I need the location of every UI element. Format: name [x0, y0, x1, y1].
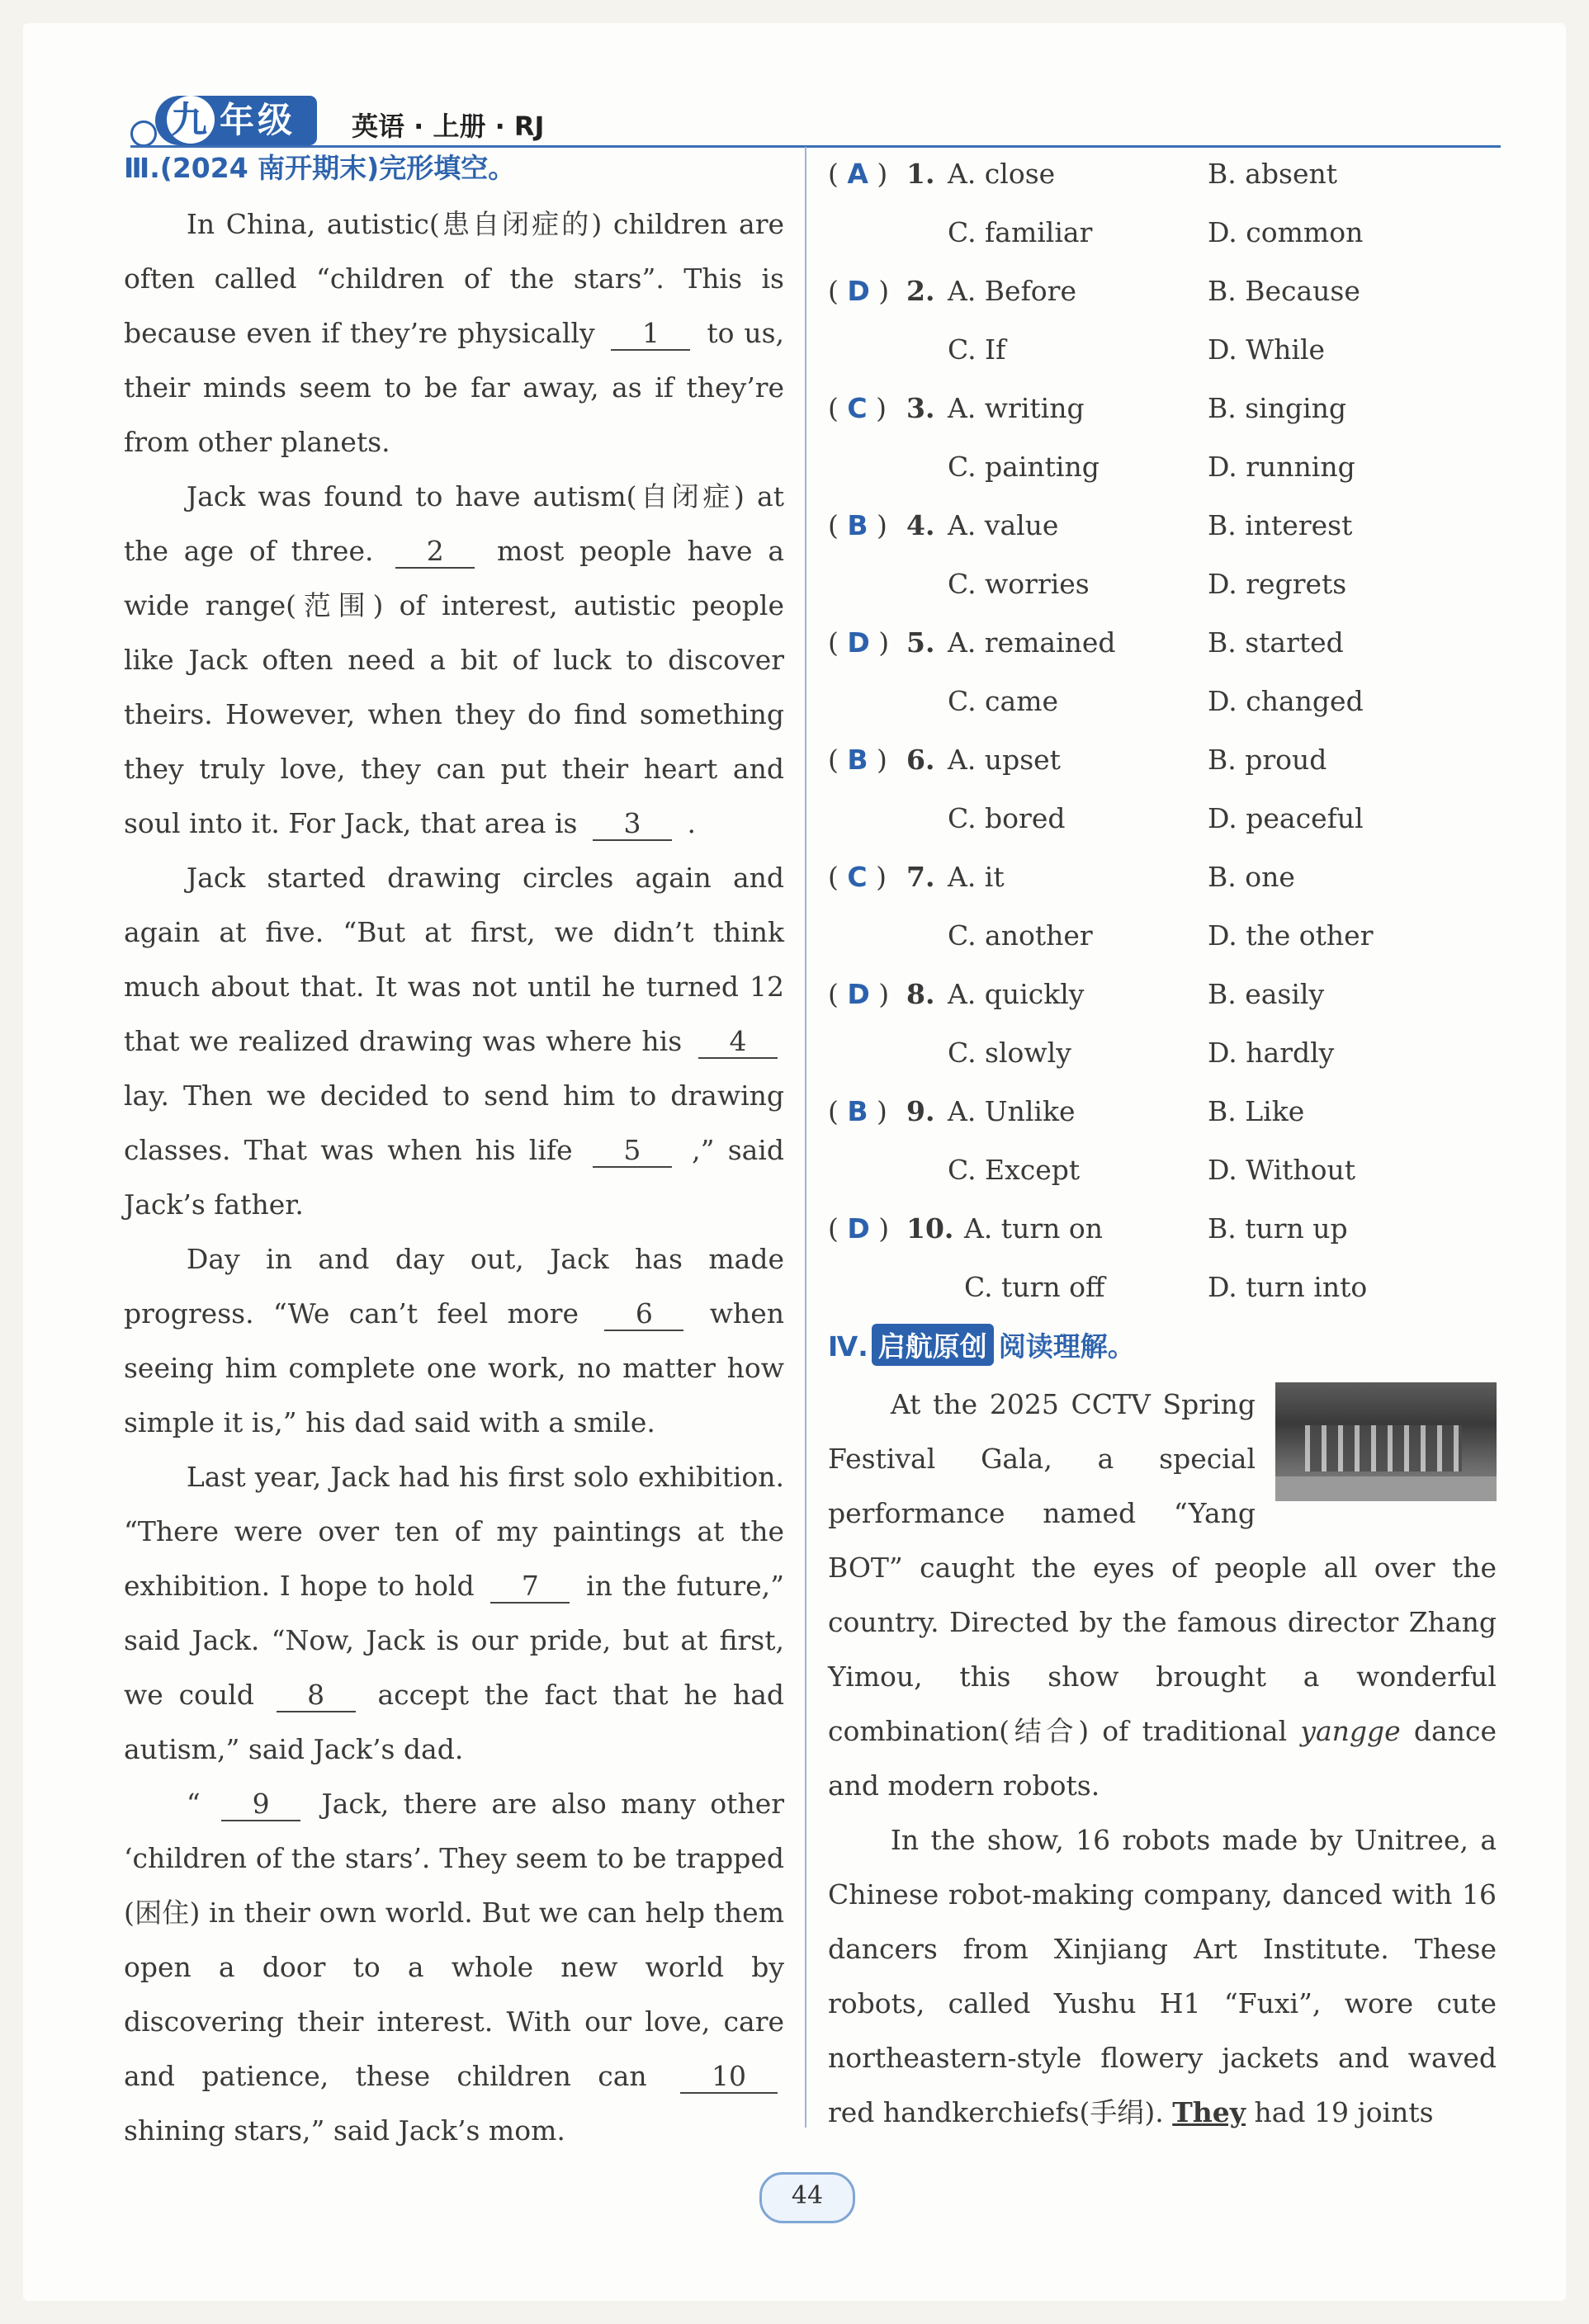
option-d: D. regrets	[1208, 568, 1347, 600]
answer-key: C	[847, 392, 868, 424]
option-d: D. hardly	[1208, 1037, 1335, 1069]
option-b: B. absent	[1208, 158, 1338, 190]
answer-key: D	[847, 275, 870, 307]
blank-4: 4	[698, 1026, 778, 1059]
option-d: D. turn into	[1208, 1271, 1368, 1303]
answer-list	[828, 147, 1497, 1319]
option-a: A. upset	[948, 744, 1061, 776]
cloze-text: In China, autistic(患自闭症的) children are often called “children of the stars”. This is because even if they’re physically	[124, 208, 784, 349]
cloze-text: Day in and day out, Jack has made progress. “We can’t feel more	[124, 1243, 784, 1330]
cloze-text: most people have a wide range(范围) of interest, autistic people like Jack often need a bit of luck to discover theirs. However, when they do find something they truly love, they can put their heart and soul into it. For Jack, that area is	[124, 535, 784, 839]
option-c: C. familiar	[948, 216, 1093, 248]
cloze-paragraph	[124, 470, 784, 851]
option-c: C. turn off	[964, 1271, 1105, 1303]
question-item	[828, 616, 1497, 733]
blank-7: 7	[490, 1571, 570, 1604]
option-a: A. quickly	[948, 978, 1085, 1010]
underlined-they: They	[1172, 2096, 1246, 2128]
option-d: D. the other	[1208, 919, 1374, 952]
blank-10: 10	[680, 2061, 778, 2094]
question-item	[828, 967, 1497, 1084]
italic-yangge: yangge	[1300, 1715, 1401, 1747]
option-d: D. changed	[1208, 685, 1364, 717]
option-b: B. Because	[1208, 275, 1360, 307]
answer-bracket: ( B )	[828, 744, 887, 776]
option-a: A. it	[948, 861, 1005, 893]
section3-title: Ⅲ.(2024 南开期末)完形填空。	[124, 152, 516, 184]
cloze-text: to us, their minds seem to be far away, as if they’re from other planets.	[124, 317, 785, 458]
cloze-text: in the future,” said Jack. “Now, Jack is our pride, but at first, we could	[124, 1570, 784, 1711]
cloze-text: lay. Then we decided to send him to drawing classes. That was when his life	[124, 1079, 784, 1166]
option-c: C. painting	[948, 451, 1100, 483]
option-c: C. bored	[948, 802, 1066, 834]
blank-6: 6	[604, 1298, 683, 1331]
option-a: A. Before	[948, 275, 1076, 307]
question-number: 9.	[906, 1095, 935, 1127]
answer-key: D	[847, 978, 870, 1010]
question-number: 4.	[906, 509, 935, 541]
question-item	[828, 1202, 1497, 1319]
option-b: B. one	[1208, 861, 1295, 893]
blank-2: 2	[395, 536, 475, 569]
blank-3: 3	[593, 808, 672, 841]
answer-key: B	[847, 1095, 868, 1127]
answer-bracket: ( C )	[828, 861, 887, 893]
option-a: A. turn on	[964, 1212, 1103, 1245]
cloze-paragraph	[124, 1450, 784, 1777]
section4-heading: 阅读理解。	[998, 1330, 1135, 1363]
answer-key: B	[847, 509, 868, 541]
answer-bracket: ( B )	[828, 509, 887, 541]
grade-badge	[155, 96, 317, 145]
answer-bracket: ( D )	[828, 275, 890, 307]
question-item	[828, 381, 1497, 498]
robots-stage-image	[1305, 1425, 1462, 1471]
answer-bracket: ( B )	[828, 1095, 887, 1127]
reading-paragraph-2: In the show, 16 robots made by Unitree, a Chinese robot-making company, danced with 16 dancers from Xinjiang Art Institute. These robots, called Yushu H1 “Fuxi”, wore cute northeastern-style flowery jackets and waved red handkerchiefs(手绢). They had 19 joints	[828, 1824, 1497, 2128]
option-c: C. Except	[948, 1154, 1081, 1186]
cloze-text: accept the fact that he had autism,” said Jack’s dad.	[124, 1679, 784, 1765]
question-number: 7.	[906, 861, 935, 893]
cloze-text: .	[687, 807, 696, 839]
blank-8: 8	[277, 1679, 356, 1712]
question-number: 8.	[906, 978, 935, 1010]
option-b: B. singing	[1208, 392, 1347, 424]
option-a: A. value	[948, 509, 1059, 541]
answer-bracket: ( A )	[828, 158, 888, 190]
reading-passage	[828, 1377, 1497, 2140]
question-number: 2.	[906, 275, 935, 307]
cloze-passage	[124, 147, 784, 2158]
question-number: 5.	[906, 626, 935, 659]
question-item	[828, 264, 1497, 381]
answer-key: A	[847, 158, 868, 190]
option-c: C. worries	[948, 568, 1090, 600]
page-header	[130, 96, 1501, 154]
cloze-paragraph	[124, 1777, 784, 2158]
option-a: A. Unlike	[948, 1095, 1076, 1127]
reading-paragraph-1: At the 2025 CCTV Spring Festival Gala, a special performance named “Yang BOT” caught the eyes of people all over the country. Directed by the famous director Zhang Yimou, this show brought a wonderful combination(结合) of traditional yangge dance and modern robots.	[828, 1388, 1497, 1802]
question-item	[828, 733, 1497, 850]
option-d: D. running	[1208, 451, 1355, 483]
option-c: C. If	[948, 333, 1006, 366]
option-c: C. came	[948, 685, 1059, 717]
subject-label: 英语 · 上册 · RJ	[352, 111, 545, 142]
blank-1: 1	[611, 318, 690, 351]
question-number: 10.	[906, 1212, 954, 1245]
answer-bracket: ( C )	[828, 392, 887, 424]
section4-title	[828, 1324, 1497, 1366]
option-d: D. Without	[1208, 1154, 1356, 1186]
question-number: 1.	[906, 158, 935, 190]
cloze-text: Jack started drawing circles again and again at five. “But at first, we didn’t think much about that. It was not until he turned 12 that we realized drawing was where his	[124, 862, 784, 1057]
blank-9: 9	[221, 1788, 300, 1821]
option-d: D. peaceful	[1208, 802, 1364, 834]
answer-key: D	[847, 626, 870, 659]
answer-key: C	[847, 861, 868, 893]
question-number: 3.	[906, 392, 935, 424]
cloze-paragraph	[124, 1232, 784, 1450]
question-item	[828, 147, 1497, 264]
question-item	[828, 498, 1497, 616]
qihang-logo: 启航原创	[872, 1324, 994, 1366]
option-c: C. another	[948, 919, 1093, 952]
option-b: B. Like	[1208, 1095, 1305, 1127]
page-number: 44	[759, 2172, 855, 2223]
cloze-text: “	[186, 1788, 201, 1820]
option-b: B. interest	[1208, 509, 1353, 541]
question-number: 6.	[906, 744, 935, 776]
question-item	[828, 850, 1497, 967]
option-a: A. close	[948, 158, 1056, 190]
question-item	[828, 1084, 1497, 1202]
cloze-paragraphs	[124, 197, 784, 2158]
gala-photo	[1275, 1382, 1497, 1501]
option-c: C. slowly	[948, 1037, 1071, 1069]
cloze-text: when seeing him complete one work, no matter how simple it is,” his dad said with a smile.	[124, 1297, 784, 1438]
option-b: B. turn up	[1208, 1212, 1348, 1245]
option-b: B. proud	[1208, 744, 1327, 776]
cloze-paragraph	[124, 851, 784, 1232]
answer-bracket: ( D )	[828, 1212, 890, 1245]
option-a: A. writing	[948, 392, 1085, 424]
cloze-paragraph	[124, 197, 784, 470]
option-d: D. common	[1208, 216, 1364, 248]
answer-key: D	[847, 1212, 870, 1245]
cloze-text: Last year, Jack had his first solo exhibition. “There were over ten of my paintings at the exhibition. I hope to hold	[124, 1461, 784, 1602]
right-column	[828, 147, 1497, 2140]
grade-first: 九	[167, 96, 215, 144]
cloze-text: Jack was found to have autism(自闭症) at the age of three.	[124, 480, 784, 567]
section4-prefix: Ⅳ.	[828, 1330, 868, 1363]
option-b: B. easily	[1208, 978, 1325, 1010]
blank-5: 5	[593, 1135, 672, 1168]
answer-bracket: ( D )	[828, 978, 890, 1010]
column-divider	[805, 147, 806, 2128]
option-d: D. While	[1208, 333, 1326, 366]
option-a: A. remained	[948, 626, 1116, 659]
grade-rest: 年级	[220, 100, 296, 140]
cloze-text: ,” said Jack’s father.	[124, 1134, 784, 1221]
cloze-text: shining stars,” said Jack’s mom.	[124, 2114, 565, 2147]
answer-key: B	[847, 744, 868, 776]
cloze-text: Jack, there are also many other ‘children of the stars’. They seem to be trapped (困住) in their own world. But we can help them open a door to a whole new world by discovering their interest. With our love, care and patience, these children can	[124, 1788, 784, 2092]
decor-circle-icon	[130, 120, 157, 147]
answer-bracket: ( D )	[828, 626, 890, 659]
option-b: B. started	[1208, 626, 1344, 659]
